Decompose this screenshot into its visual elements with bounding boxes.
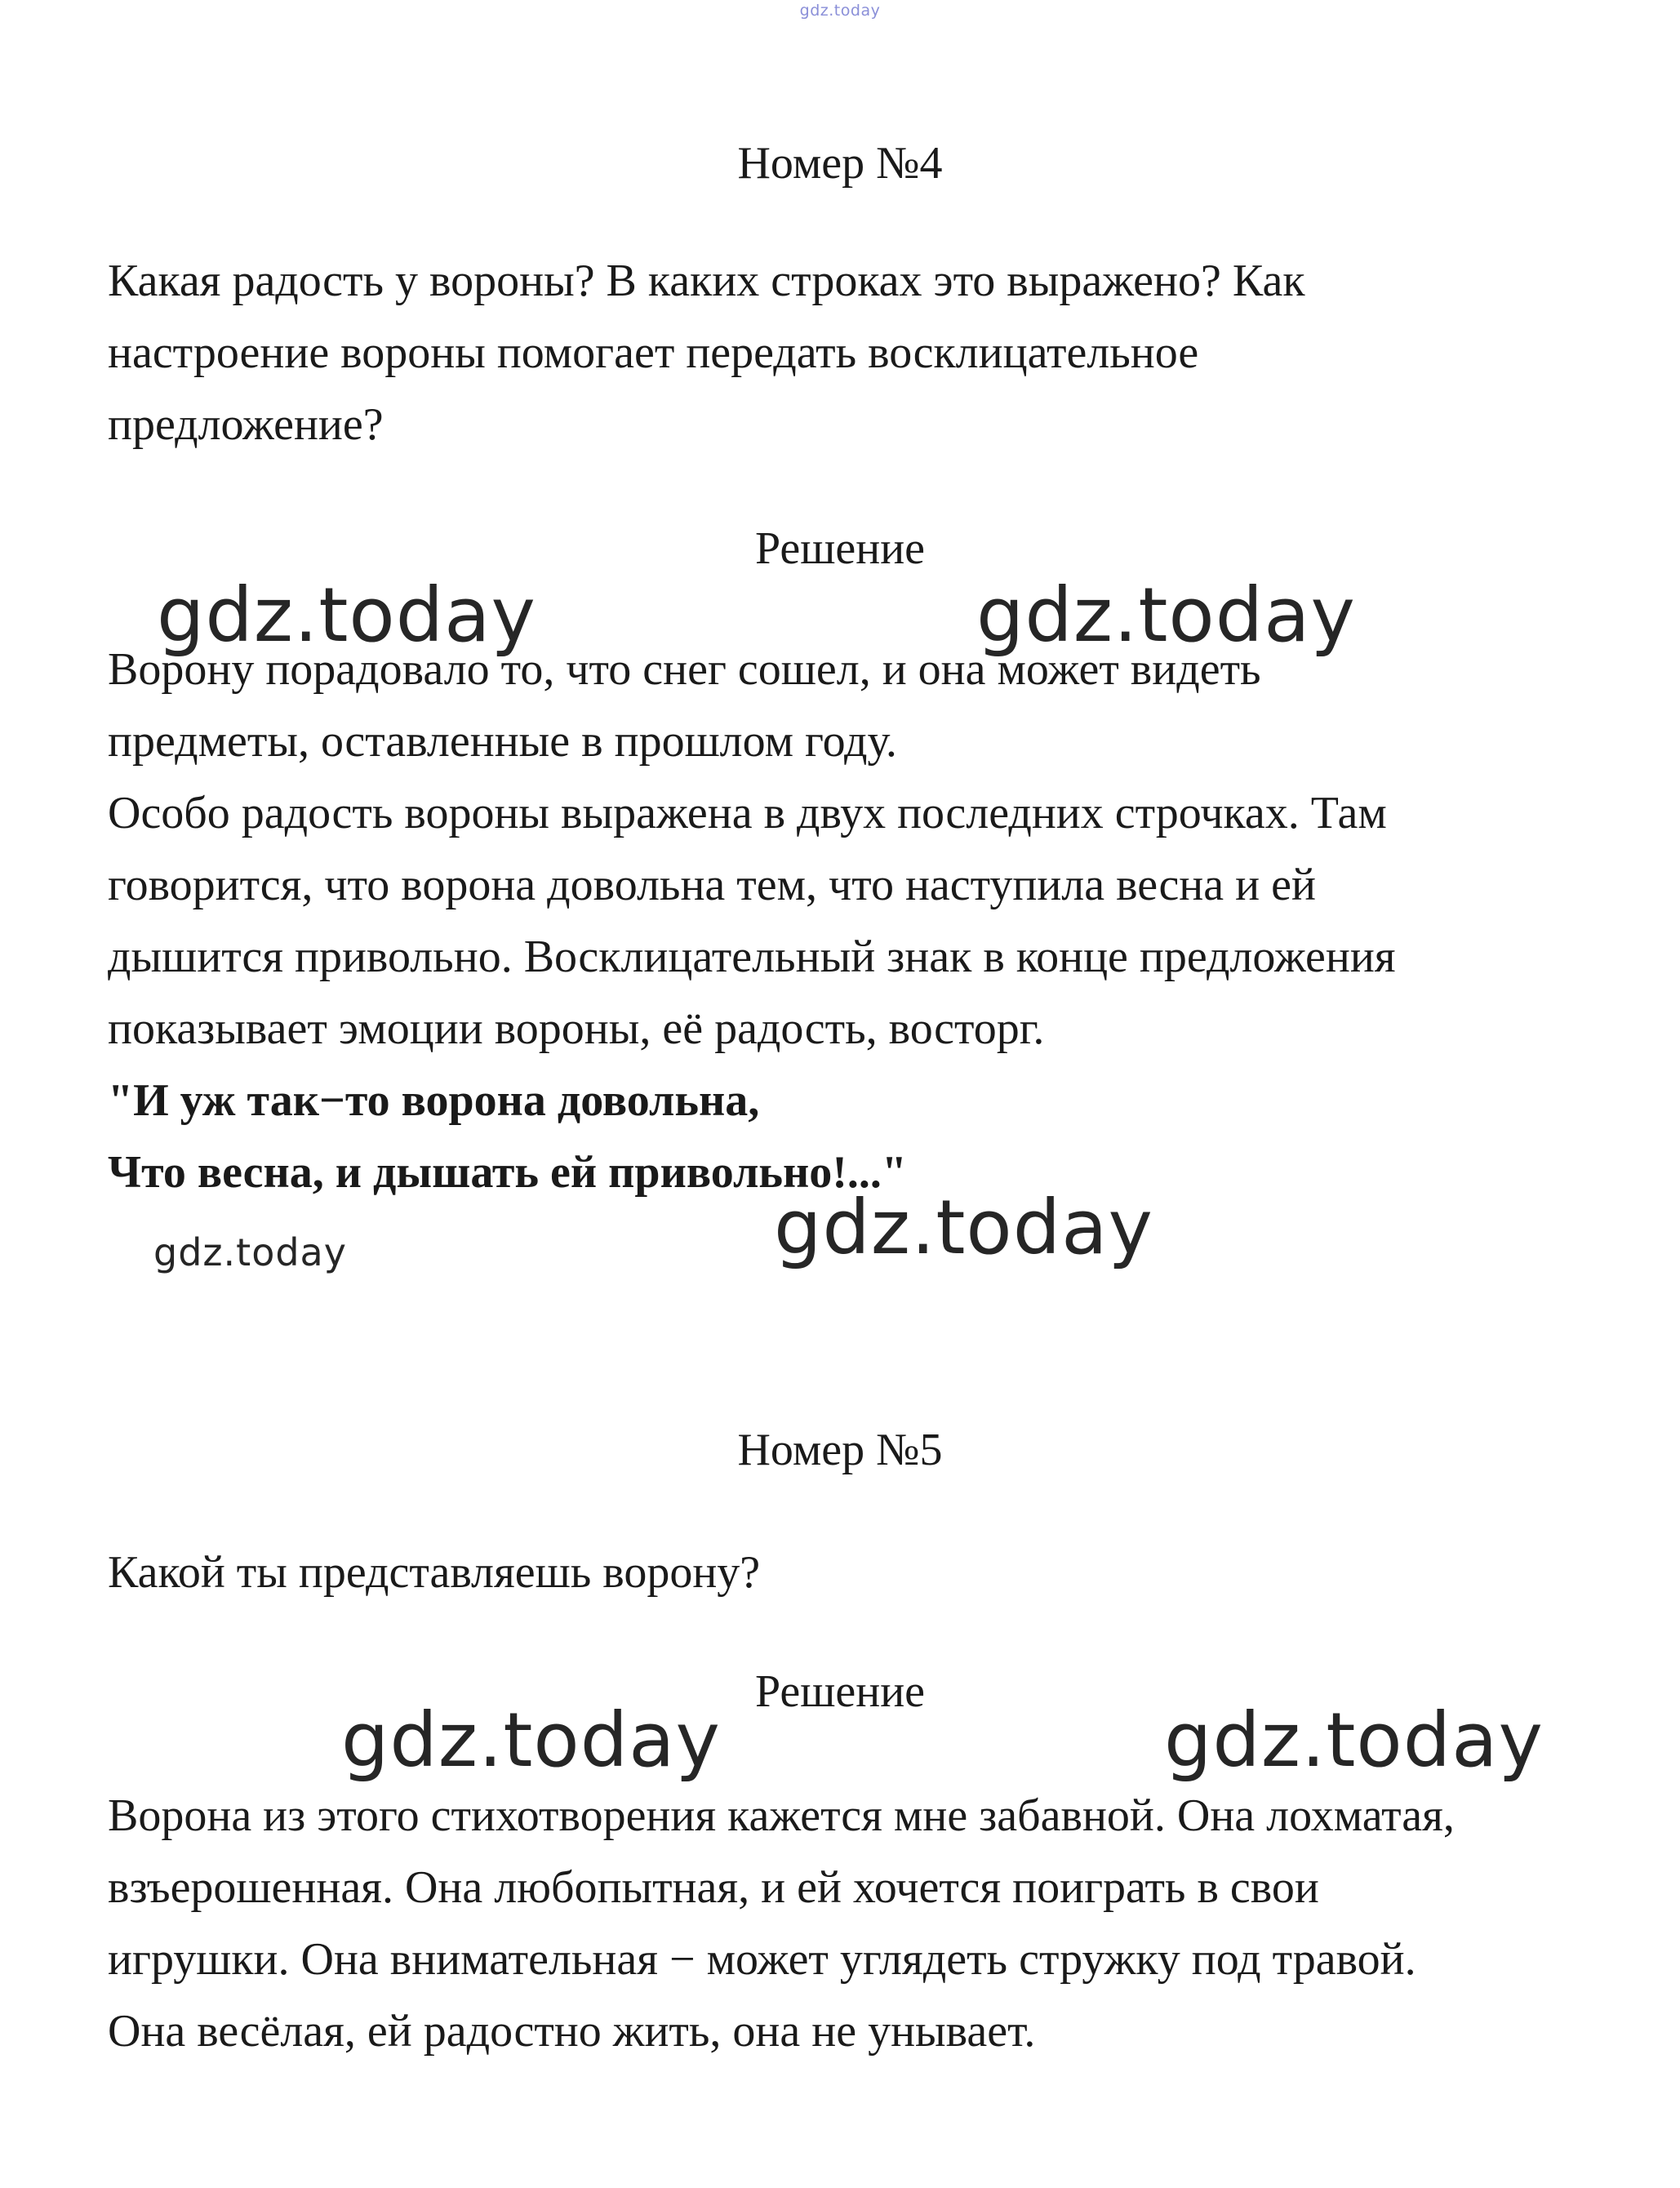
task4-quote-line: Что весна, и дышать ей привольно!..." [108, 1147, 907, 1198]
task5-question [108, 1536, 760, 1608]
task4-answer-line: говорится, что ворона довольна тем, что наступила весна и ей [108, 860, 1316, 910]
top-watermark: gdz.today [799, 2, 881, 20]
watermark: gdz.today [774, 1184, 1153, 1271]
task4-question-line: настроение вороны помогает передать восклицательное [108, 327, 1199, 378]
task4-answer [108, 634, 1396, 1208]
task5-answer-line: игрушки. Она внимательная − может углядеть стружку под травой. [108, 1934, 1416, 1985]
task5-answer-line: Она весёлая, ей радостно жить, она не унывает. [108, 2006, 1036, 2057]
watermark: gdz.today [157, 571, 536, 659]
task4-answer-line: показывает эмоции вороны, её радость, восторг. [108, 1003, 1045, 1054]
task4-solution-label: Решение [754, 523, 926, 574]
task4-question-line: Какая радость у вороны? В каких строках это выражено? Как [108, 256, 1305, 306]
task4-heading: Номер №4 [737, 138, 943, 189]
task5-heading: Номер №5 [737, 1425, 943, 1475]
watermark: gdz.today [976, 571, 1356, 659]
task4-question [108, 245, 1305, 460]
task5-answer [108, 1780, 1455, 2067]
task5-question-line: Какой ты представляешь ворону? [108, 1547, 761, 1598]
watermark: gdz.today [341, 1697, 721, 1784]
task5-answer-line: взъерошенная. Она любопытная, и ей хочется поиграть в свои [108, 1862, 1319, 1913]
task4-answer-line: Ворону порадовало то, что снег сошел, и она может видеть [108, 644, 1261, 695]
task4-answer-line: Особо радость вороны выражена в двух последних строчках. Там [108, 788, 1387, 838]
task4-answer-line: предметы, оставленные в прошлом году. [108, 716, 897, 767]
task5-answer-line: Ворона из этого стихотворения кажется мне забавной. Она лохматая, [108, 1790, 1455, 1841]
task4-question-line: предложение? [108, 399, 384, 450]
task4-quote-line: "И уж так−то ворона довольна, [108, 1075, 760, 1126]
watermark: gdz.today [1164, 1697, 1544, 1784]
task4-answer-line: дышится привольно. Восклицательный знак в конце предложения [108, 932, 1396, 982]
task5-solution-label: Решение [754, 1666, 926, 1717]
watermark: gdz.today [153, 1230, 347, 1274]
